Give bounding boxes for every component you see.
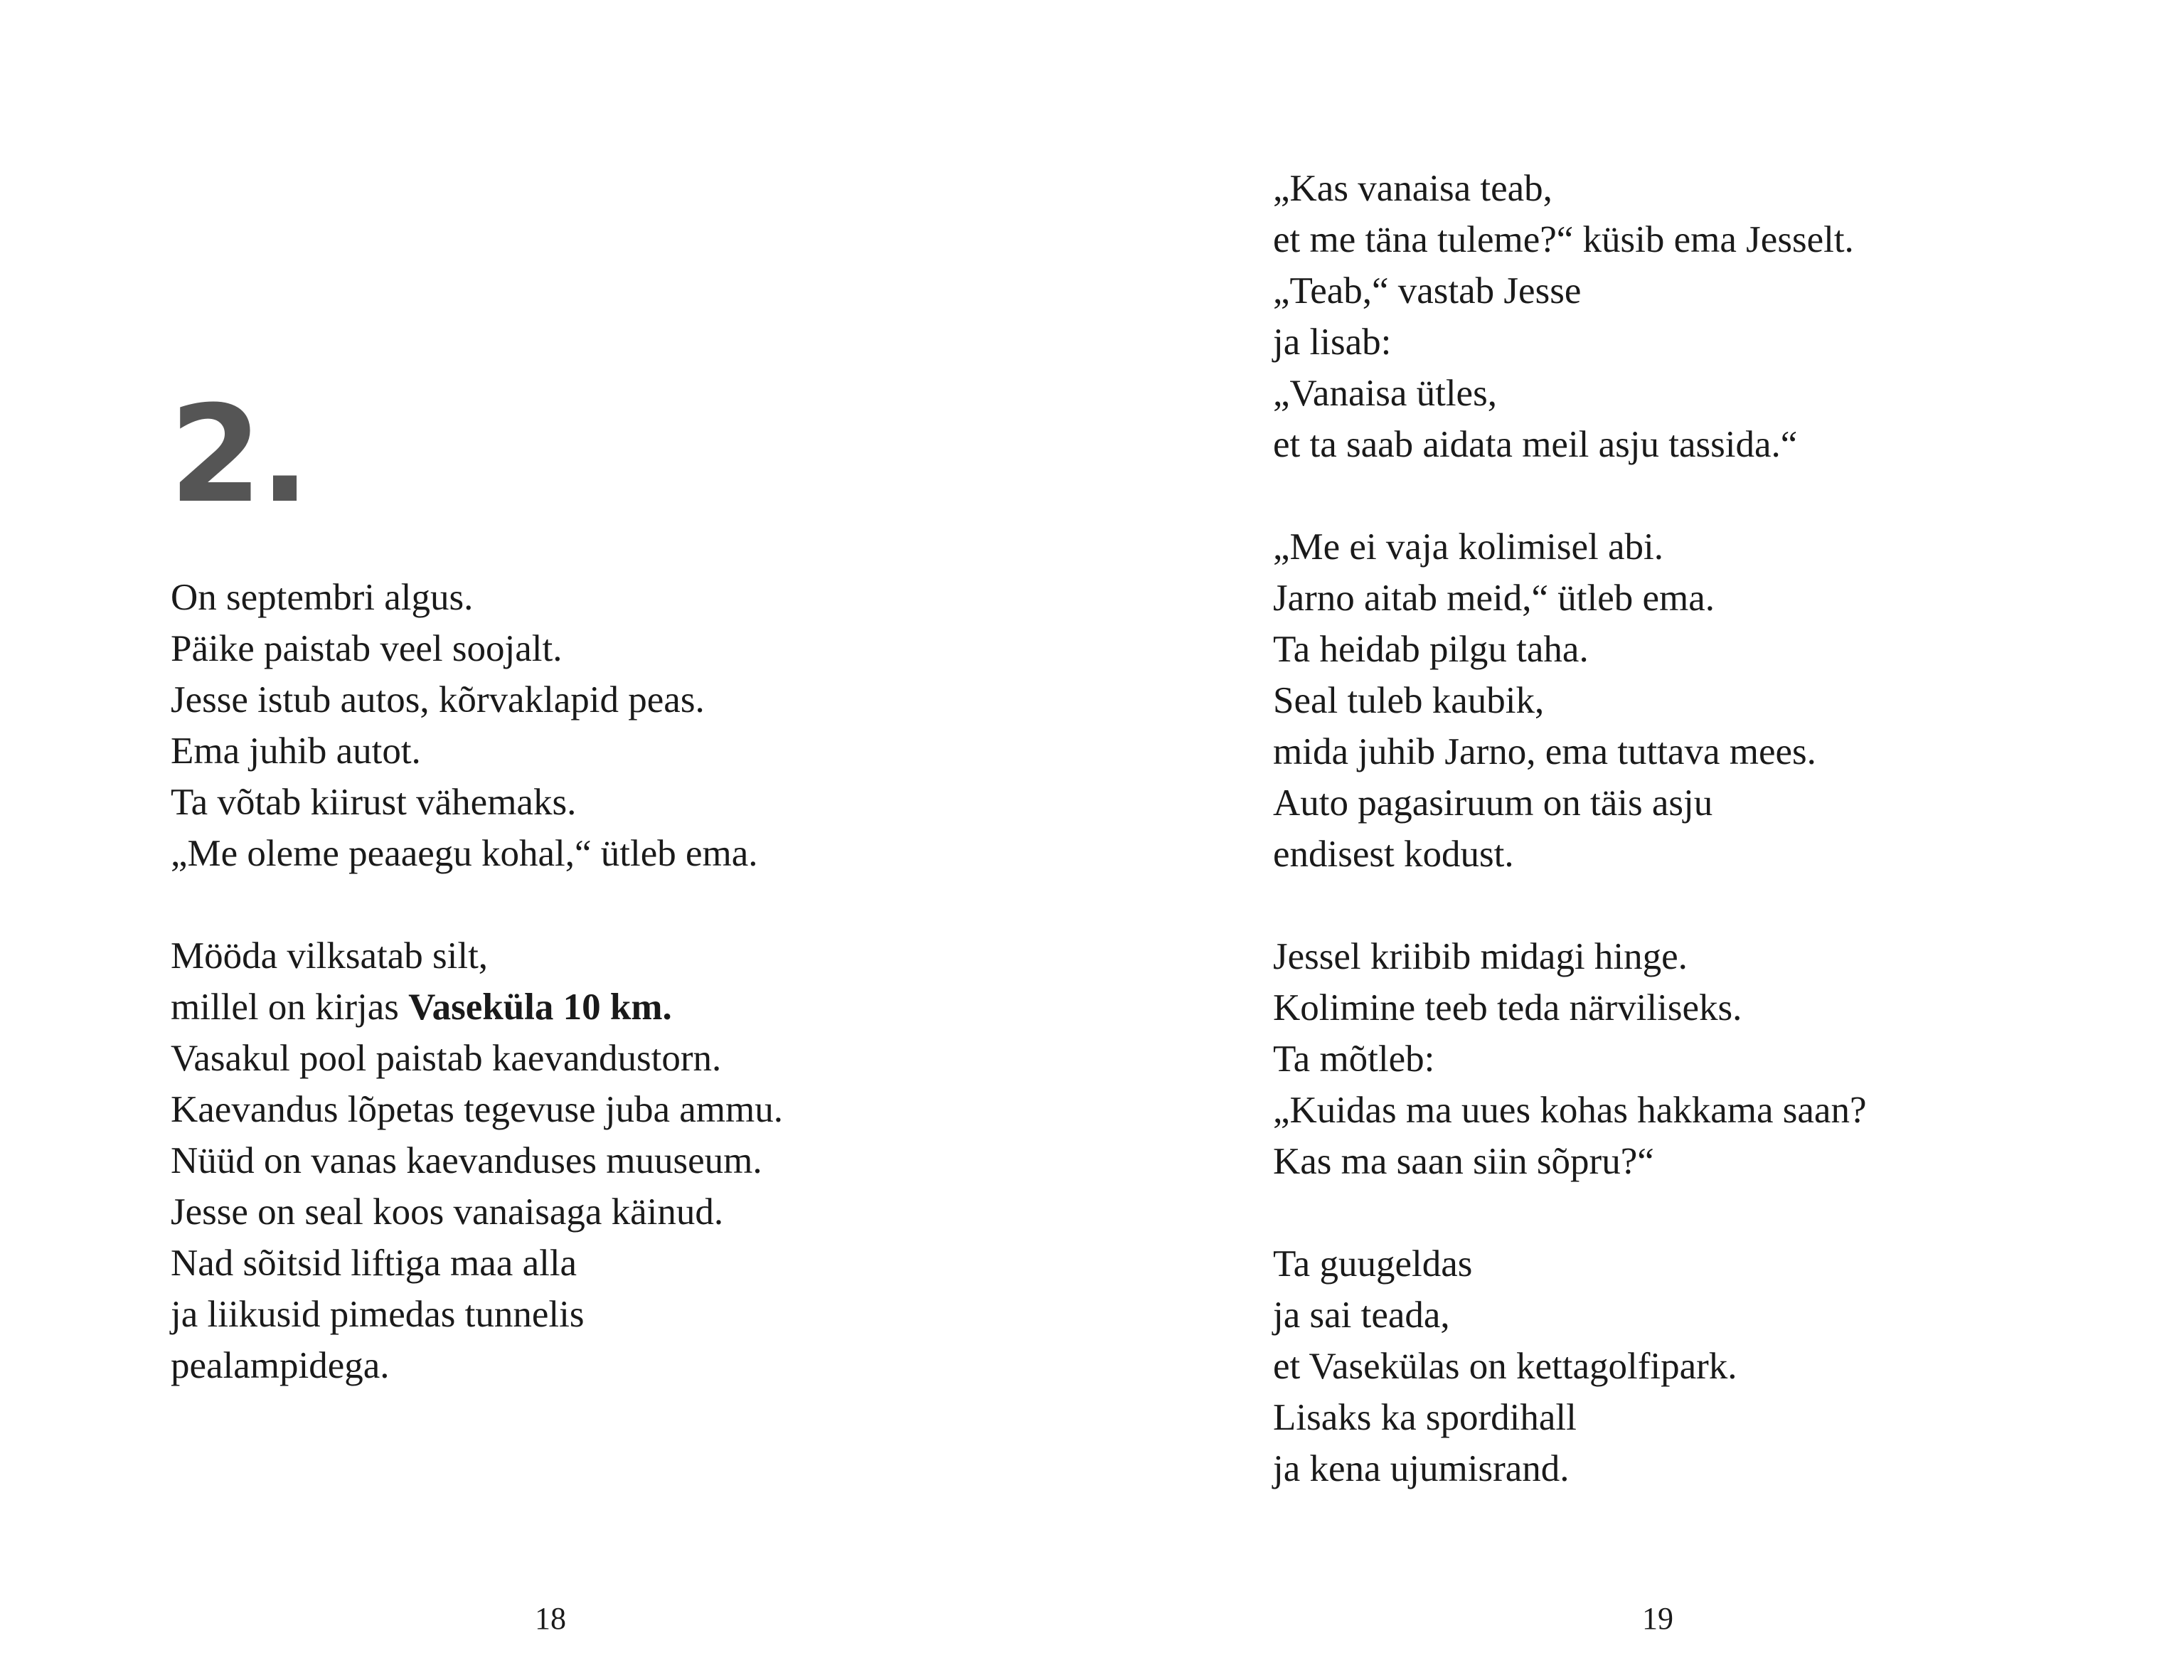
text-line: „Me ei vaja kolimisel abi. bbox=[1273, 526, 1663, 568]
text-line: endisest kodust. bbox=[1273, 834, 1514, 875]
chapter-number: 2. bbox=[169, 377, 308, 533]
text-line: Kas ma saan siin sõpru?“ bbox=[1273, 1141, 1654, 1182]
left-page-text bbox=[171, 572, 783, 1391]
text-line: et me täna tuleme?“ küsib ema Jesselt. bbox=[1273, 219, 1854, 260]
stanza bbox=[1273, 163, 1866, 470]
page-number: 18 bbox=[535, 1601, 566, 1636]
stanza bbox=[1273, 521, 1866, 880]
text-line: Vasakul pool paistab kaevandustorn. bbox=[171, 1038, 722, 1079]
stanza bbox=[171, 930, 783, 1391]
text-line: „Teab,“ vastab Jesse bbox=[1273, 270, 1582, 312]
text-line: mida juhib Jarno, ema tuttava mees. bbox=[1273, 731, 1816, 772]
text-line: ja sai teada, bbox=[1273, 1294, 1450, 1336]
text-line: Jarno aitab meid,“ ütleb ema. bbox=[1273, 578, 1715, 619]
text-segment: millel on kirjas bbox=[171, 987, 409, 1028]
text-line: et Vasekülas on kettagolfipark. bbox=[1273, 1346, 1737, 1387]
text-line: ja kena ujumisrand. bbox=[1273, 1448, 1570, 1489]
text-line: Seal tuleb kaubik, bbox=[1273, 680, 1545, 721]
stanza bbox=[171, 572, 783, 879]
text-line-with-sign bbox=[171, 982, 783, 1033]
text-line: Kaevandus lõpetas tegevuse juba ammu. bbox=[171, 1089, 783, 1130]
text-line: pealampidega. bbox=[171, 1345, 390, 1386]
sign-text-bold: Vaseküla 10 km. bbox=[408, 987, 672, 1028]
text-line: Kolimine teeb teda närviliseks. bbox=[1273, 987, 1742, 1028]
text-line: Nüüd on vanas kaevanduses muuseum. bbox=[171, 1140, 762, 1181]
text-line: Jessel kriibib midagi hinge. bbox=[1273, 936, 1688, 977]
right-page-text bbox=[1273, 163, 1866, 1494]
page-number: 19 bbox=[1642, 1601, 1673, 1636]
stanza bbox=[1273, 931, 1866, 1187]
text-line: Ta mõtleb: bbox=[1273, 1038, 1435, 1080]
text-line: Lisaks ka spordihall bbox=[1273, 1397, 1577, 1438]
text-line: Mööda vilksatab silt, bbox=[171, 935, 489, 977]
text-line: Jesse on seal koos vanaisaga käinud. bbox=[171, 1191, 724, 1233]
text-line: Jesse istub autos, kõrvaklapid peas. bbox=[171, 679, 705, 721]
text-line: et ta saab aidata meil asju tassida.“ bbox=[1273, 424, 1798, 465]
right-page bbox=[1092, 0, 2184, 1680]
text-line: ja lisab: bbox=[1273, 321, 1392, 363]
text-line: „Me oleme peaaegu kohal,“ ütleb ema. bbox=[171, 833, 758, 874]
text-line: Päike paistab veel soojalt. bbox=[171, 628, 563, 669]
text-line: On septembri algus. bbox=[171, 577, 474, 618]
text-line: „Kuidas ma uues kohas hakkama saan? bbox=[1273, 1090, 1867, 1131]
text-line: Ema juhib autot. bbox=[171, 730, 421, 772]
text-line: Ta heidab pilgu taha. bbox=[1273, 629, 1589, 670]
stanza bbox=[1273, 1238, 1866, 1494]
text-line: Auto pagasiruum on täis asju bbox=[1273, 782, 1713, 824]
text-line: Ta guugeldas bbox=[1273, 1243, 1473, 1285]
text-line: ja liikusid pimedas tunnelis bbox=[171, 1294, 585, 1335]
text-line: Ta võtab kiirust vähemaks. bbox=[171, 782, 577, 823]
text-line: Nad sõitsid liftiga maa alla bbox=[171, 1243, 577, 1284]
text-line: „Kas vanaisa teab, bbox=[1273, 168, 1552, 209]
text-line: „Vanaisa ütles, bbox=[1273, 373, 1497, 414]
